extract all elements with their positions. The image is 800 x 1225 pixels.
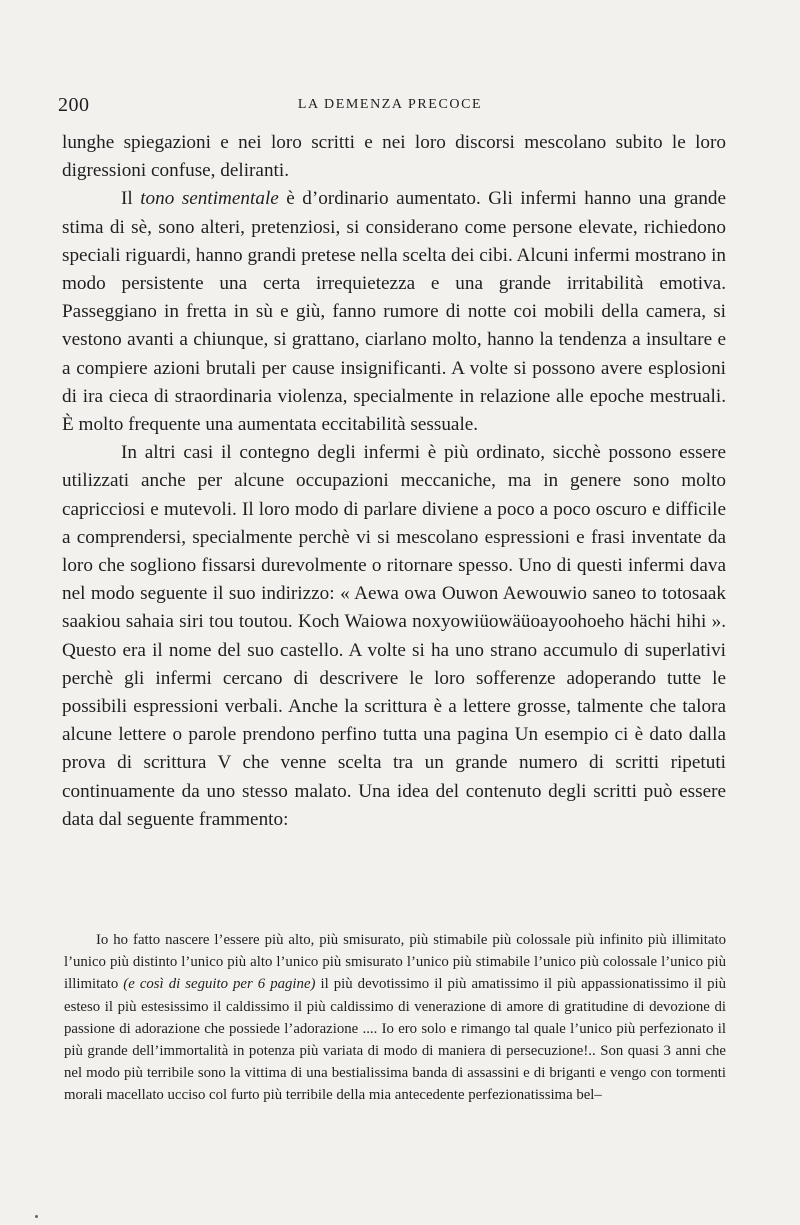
page-mark — [35, 1215, 38, 1218]
main-text — [62, 129, 726, 834]
quote-part-1: Io ho fatto nascere l’essere più alto, più smisurato, più stimabile più colossale più infinito più illimitato l’unico più distinto l’unico più alto l’unico più smisurato l’unico più stimabile l’unico più colossale l’unico più illimitato — [64, 932, 726, 993]
running-head: LA DEMENZA PRECOCE — [297, 97, 483, 112]
quoted-text — [64, 929, 726, 1107]
paragraph-continued: lunghe spiegazioni e nei loro scritti e nei loro discorsi mescolano subito le loro digressioni confuse, deliranti. — [62, 132, 726, 182]
page-header — [58, 94, 722, 118]
emphasis-tono-sentimentale: tono sentimentale — [140, 188, 279, 210]
paragraph-tono-sentimentale — [62, 185, 726, 439]
page-number: 200 — [58, 94, 90, 116]
paragraph-altri-casi: In altri casi il contegno degli infermi è più ordinato, sicchè possono essere utilizzati anche per alcune occupazioni meccaniche, ma in genere sono molto capricciosi e mutevoli. Il loro modo di parlare diviene a poco a poco oscuro e difficile a comprendersi, specialmente perchè vi si mescolano espressioni e frasi inventate da loro che sogliono fissarsi durevolmente o ritornare spesso. Uno di questi infermi dava nel modo seguente il suo indirizzo: « Aewa owa Ouwon Aewouwio saneo to totosaak saakiou sahaia siri tou toutou. Koch Waiowa noxyowiüowäüoayoohoeho hächi hihi ». Questo era il nome del suo castello. A volte si ha uno strano accumulo di superlativi perchè gli infermi cercano di descrivere le loro sofferenze adoperando tutte le possibili espressioni verbali. Anche la scrittura è a lettere grosse, talmente che talora alcune lettere o parole prendono perfino tutta una pagina Un esempio ci è dato dalla prova di scrittura V che venne scelta tra un grande numero di scritti ripetuti continuamente da uno stesso malato. Una idea del contenuto degli scritti può essere data dal seguente frammento: — [62, 442, 726, 830]
paragraph-rest: è d’ordinario aumentato. Gli infermi hanno una grande stima di sè, sono alteri, pretenziosi, si considerano come persone elevate, richiedono speciali riguardi, hanno grandi pretese nella scelta dei cibi. Alcuni infermi mostrano in modo persistente una certa irrequietezza e una grande irritabilità emotiva. Passeggiano in fretta in sù e giù, fanno rumore di notte coi mobili della camera, si vestono avanti a chiunque, si grattano, ciarlano molto, hanno la tendenza a insultare e a compiere azioni brutali per cause insignificanti. A volte si possono avere esplosioni di ira cieca di straordinaria violenza, specialmente in relazione alle epoche mestruali. È molto frequente una aumentata eccitabilità sessuale. — [62, 188, 726, 436]
quote-editorial-note: (e così di seguito per 6 pagine) — [123, 976, 316, 993]
quoted-fragment — [64, 929, 726, 1107]
quote-part-2: il più devotissimo il più amatissimo il più appassionatissimo il più esteso il più estesissimo il caldissimo il più caldissimo di venerazione di amore di gratitudine di devozione di passione di adorazione che possiede l’adorazione .... Io ero solo e rimango tal quale l’unico più perfezionato il più grande dell’immortalità in potenza più variata di modo di maniera di persecuzione!.. Son quasi 3 anni che nel modo più terribile sono la vittima di una bestialissima banda di assassini e di briganti e vengo con tormenti morali macellato ucciso col furto più terribile della mia antecedente perfezionatissima bel– — [64, 976, 726, 1104]
paragraph-start: Il — [121, 188, 141, 210]
